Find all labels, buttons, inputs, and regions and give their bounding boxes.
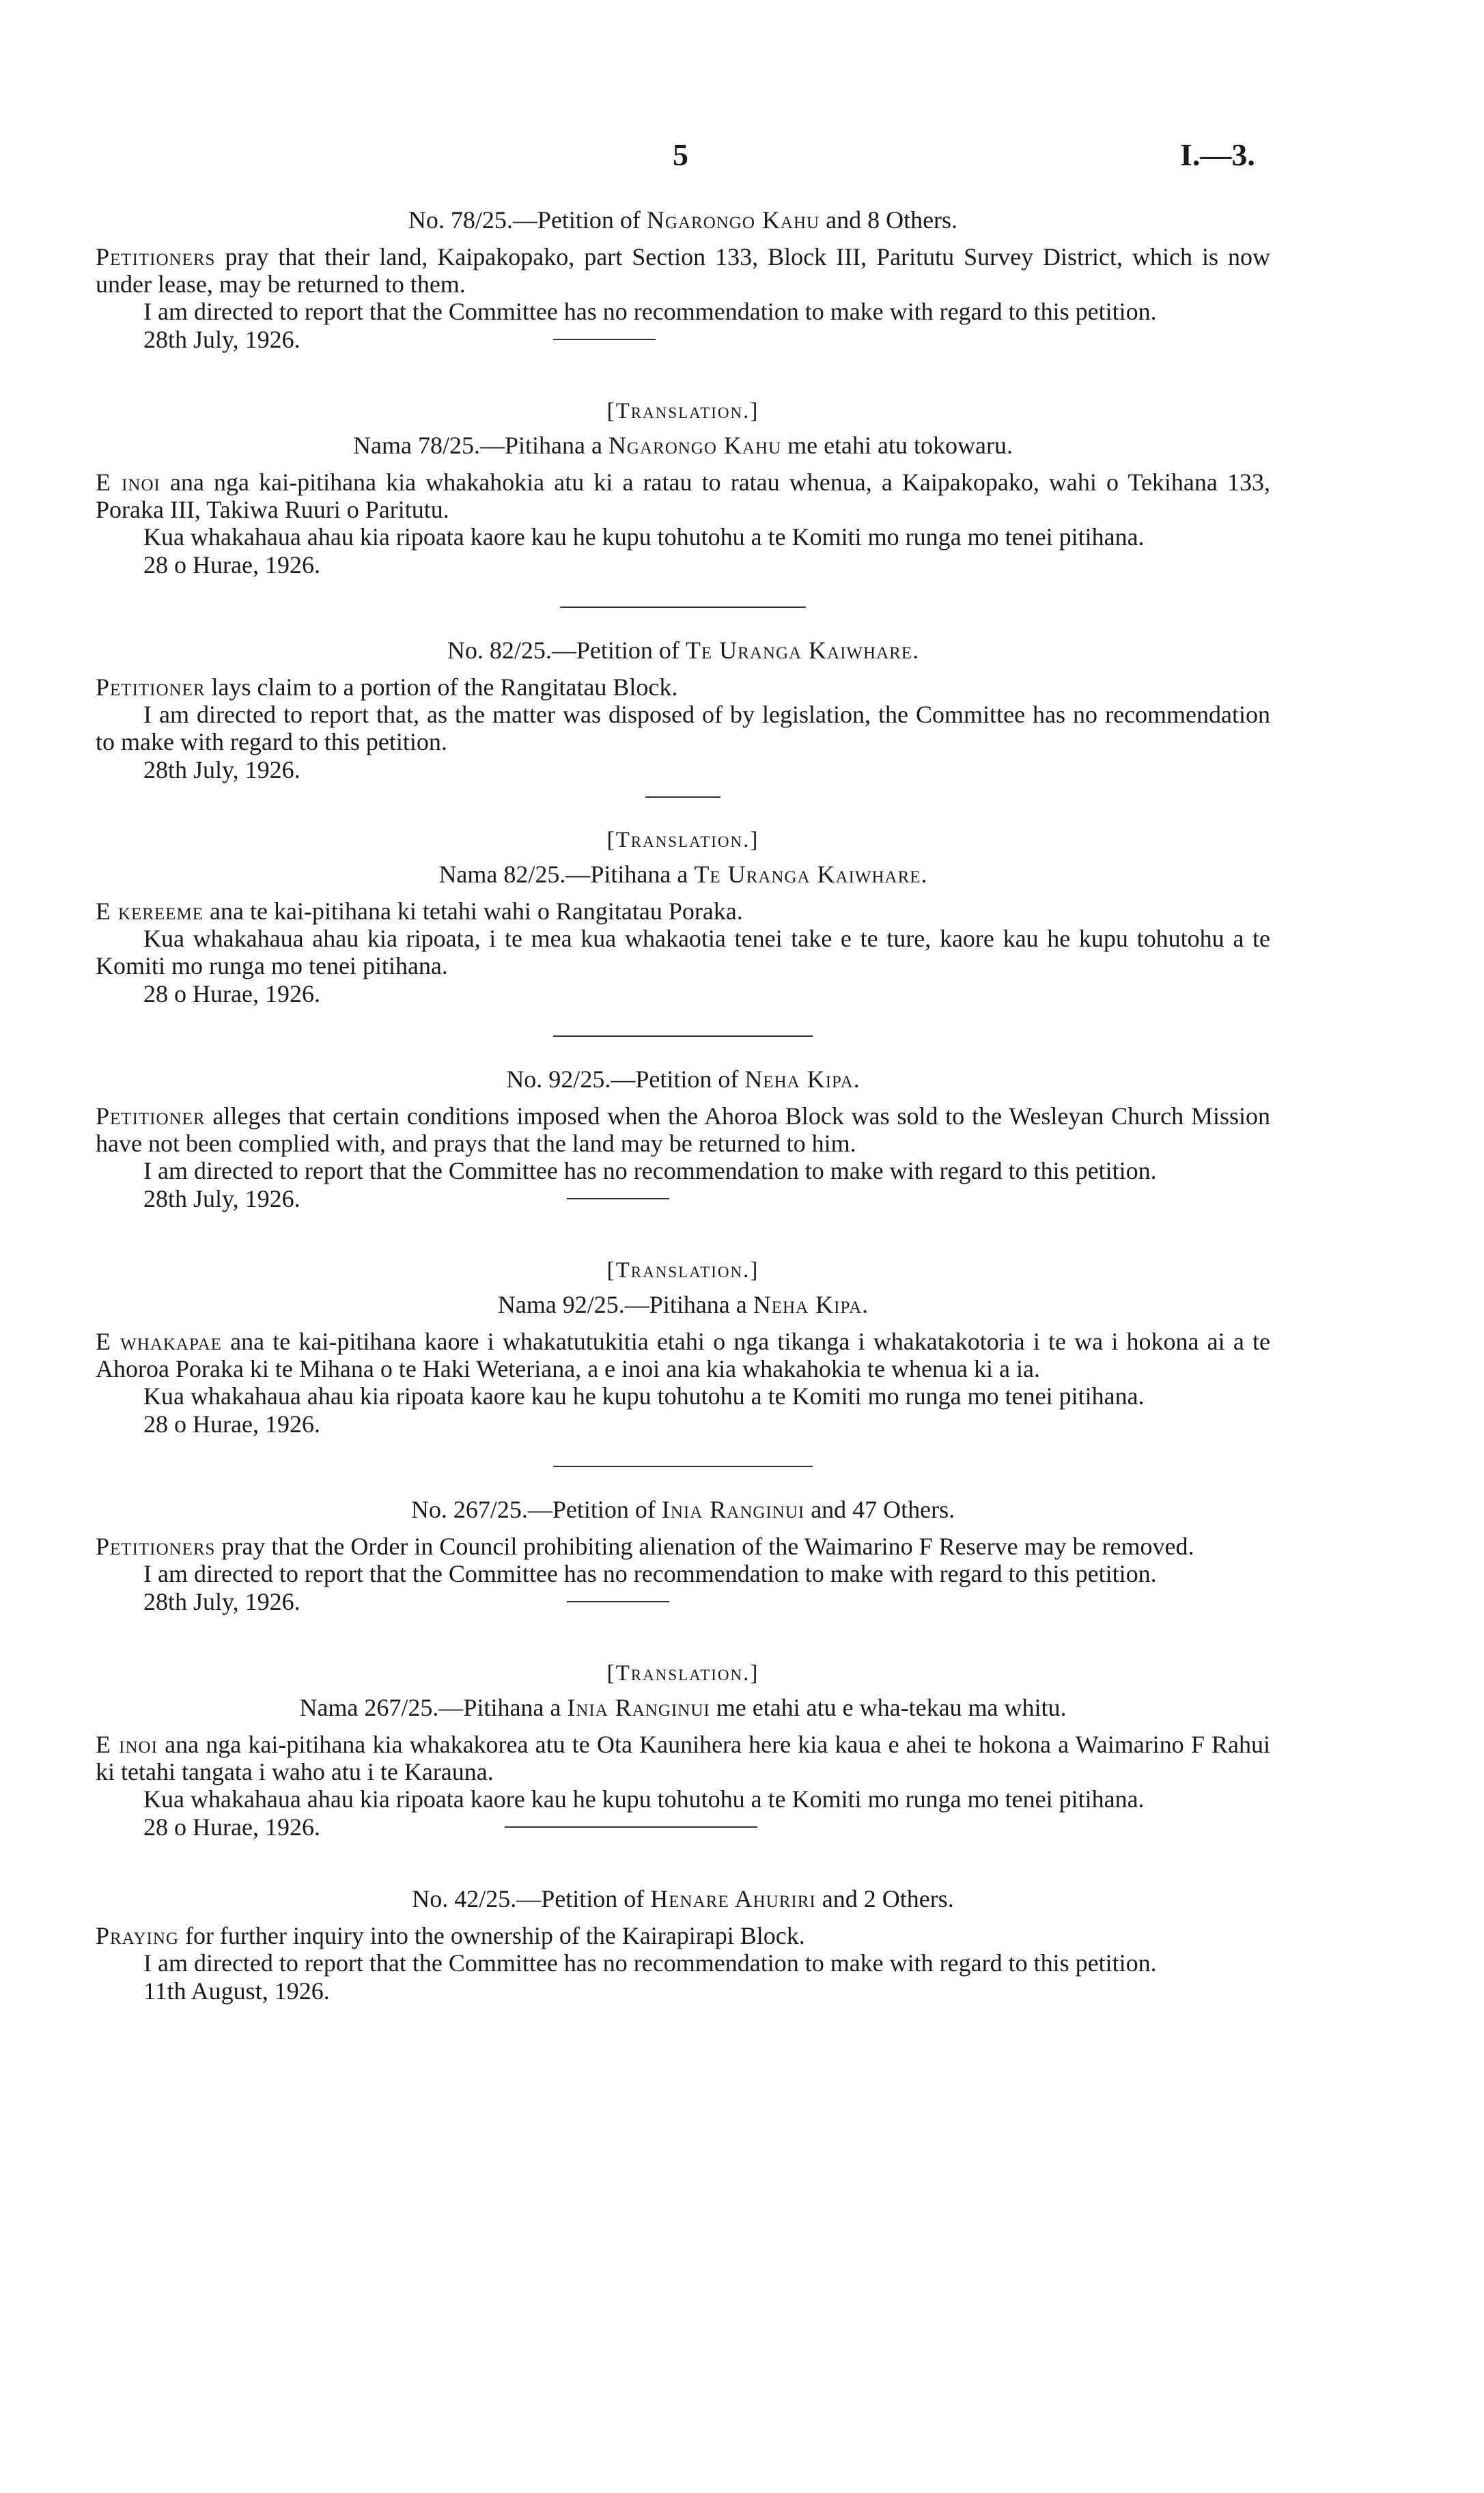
petition-title: No. 92/25.—Petition of Neha Kipa.: [506, 1066, 860, 1093]
committee-report: Kua whakahaua ahau kia ripoata kaore kau he kupu tohutohu a te Komiti mo runga mo tenei pitihana.: [143, 1785, 1145, 1813]
petition-title: Nama 267/25.—Pitihana a Inia Ranginui me etahi atu e wha-tekau ma whitu.: [299, 1694, 1067, 1721]
translation-section: [96, 1658, 1270, 1841]
date-row: [96, 1587, 1270, 1616]
petition-summary: Petitioner alleges that certain conditions imposed when the Ahoroa Block was sold to the Wesleyan Church Mission have not been complied with, and prays that the land may be returned to him.: [96, 1102, 1270, 1157]
report-date: 28th July, 1926.: [143, 1588, 300, 1615]
page-header: [0, 137, 1484, 178]
report-date: 28 o Hurae, 1926.: [143, 980, 320, 1007]
petition-title: No. 82/25.—Petition of Te Uranga Kaiwhare.: [447, 637, 919, 664]
petition-summary: Petitioners pray that their land, Kaipakopako, part Section 133, Block III, Paritutu Survey District, which is now under lease, may be returned to them.: [96, 243, 1270, 298]
petitioner-name: Neha Kipa: [744, 1066, 854, 1093]
date-row: [96, 1410, 1270, 1438]
translation-label: [Translation.]: [606, 828, 759, 852]
section-divider: [553, 1035, 813, 1037]
short-rule: [645, 796, 720, 798]
petition-title: Nama 92/25.—Pitihana a Neha Kipa.: [497, 1291, 869, 1318]
date-row: [96, 1813, 1270, 1841]
translation-section: [96, 825, 1270, 1008]
section-divider: [553, 1466, 813, 1467]
translation-label: [Translation.]: [606, 1258, 759, 1283]
short-rule: [553, 339, 656, 340]
date-row: [96, 325, 1270, 354]
petitioner-name: Ngarongo Kahu: [608, 432, 782, 459]
date-row: [96, 1977, 1270, 2005]
report-date: 28th July, 1926.: [143, 326, 300, 353]
petition-section: [96, 205, 1270, 354]
section-divider: [560, 607, 806, 608]
date-row: [96, 979, 1270, 1008]
petition-summary: E inoi ana nga kai-pitihana kia whakakorea atu te Ota Kaunihera here kia kaua e ahei te hokona a Waimarino F Rahui ki tetahi tangata i waho atu i te Karauna.: [96, 1731, 1271, 1785]
short-rule: [567, 1198, 669, 1199]
petition-section: [96, 635, 1270, 784]
petitioner-name: Henare Ahuriri: [650, 1885, 816, 1912]
petitioner-name: Inia Ranginui: [661, 1496, 805, 1523]
report-date: 28 o Hurae, 1926.: [143, 1813, 320, 1841]
committee-report: I am directed to report that the Committee has no recommendation to make with regard to this petition.: [143, 1157, 1157, 1184]
petition-summary: Petitioner lays claim to a portion of the Rangitatau Block.: [96, 673, 678, 701]
translation-label: [Translation.]: [606, 1661, 759, 1686]
date-row: [96, 1184, 1270, 1213]
committee-report: I am directed to report that the Committee has no recommendation to make with regard to this petition.: [143, 1560, 1157, 1587]
report-date: 28 o Hurae, 1926.: [143, 1410, 320, 1438]
petition-summary: E whakapae ana te kai-pitihana kaore i whakatutukitia etahi o nga tikanga i whakatakotoria i te wa i hokona ai a te Ahoroa Poraka ki te Mihana o te Haki Weteriana, a e inoi ana kia whakahokia te whenua ki a ia.: [96, 1328, 1270, 1382]
translation-section: [96, 1255, 1270, 1438]
petition-section: [96, 1064, 1270, 1213]
petition-title: Nama 82/25.—Pitihana a Te Uranga Kaiwhare.: [438, 861, 927, 888]
page-number: 5: [673, 137, 688, 172]
translation-label: [Translation.]: [606, 399, 759, 423]
petition-section: [96, 1884, 1270, 2005]
petition-summary: Petitioners pray that the Order in Council prohibiting alienation of the Waimarino F Reserve may be removed.: [96, 1533, 1194, 1560]
document-body: [96, 205, 1270, 2005]
committee-report: Kua whakahaua ahau kia ripoata, i te mea kua whakaotia tenei take e te ture, kaore kau he kupu tohutohu a te Komiti mo runga mo tenei pitihana.: [96, 925, 1270, 979]
date-row: [96, 755, 1270, 784]
section-divider: [505, 1826, 757, 1828]
date-row: [96, 551, 1270, 579]
petitioner-name: Inia Ranginui: [567, 1694, 710, 1721]
petition-title: No. 42/25.—Petition of Henare Ahuriri and 2 Others.: [412, 1885, 954, 1912]
committee-report: Kua whakahaua ahau kia ripoata kaore kau he kupu tohutohu a te Komiti mo runga mo tenei pitihana.: [143, 523, 1145, 551]
translation-section: [96, 396, 1270, 579]
report-date: 28 o Hurae, 1926.: [143, 551, 320, 579]
petition-title: No. 267/25.—Petition of Inia Ranginui and 47 Others.: [410, 1496, 955, 1523]
document-reference: I.—3.: [1180, 137, 1255, 172]
committee-report: I am directed to report that, as the matter was disposed of by legislation, the Committee has no recommendation to make with regard to this petition.: [96, 701, 1270, 755]
petitioner-name: Te Uranga Kaiwhare: [694, 861, 921, 888]
petitioner-name: Te Uranga Kaiwhare: [685, 637, 913, 664]
petitioner-name: Neha Kipa: [753, 1291, 863, 1318]
report-date: 28th July, 1926.: [143, 1185, 300, 1212]
committee-report: I am directed to report that the Committee has no recommendation to make with regard to this petition.: [143, 1949, 1157, 1977]
petition-summary: E inoi ana nga kai-pitihana kia whakahokia atu ki a ratau to ratau whenua, a Kaipakopako, wahi o Tekihana 133, Poraka III, Takiwa Ruuri o Paritutu.: [96, 469, 1270, 523]
report-date: 11th August, 1926.: [143, 1977, 330, 2005]
petitioner-name: Ngarongo Kahu: [646, 206, 820, 234]
report-date: 28th July, 1926.: [143, 756, 300, 783]
petition-summary: E kereeme ana te kai-pitihana ki tetahi wahi o Rangitatau Poraka.: [96, 897, 743, 925]
petition-summary: Praying for further inquiry into the ownership of the Kairapirapi Block.: [96, 1922, 805, 1949]
petition-title: No. 78/25.—Petition of Ngarongo Kahu and 8 Others.: [408, 206, 958, 234]
committee-report: Kua whakahaua ahau kia ripoata kaore kau he kupu tohutohu a te Komiti mo runga mo tenei pitihana.: [143, 1382, 1145, 1410]
committee-report: I am directed to report that the Committee has no recommendation to make with regard to this petition.: [143, 298, 1157, 325]
short-rule: [567, 1601, 669, 1602]
petition-section: [96, 1494, 1270, 1616]
petition-title: Nama 78/25.—Pitihana a Ngarongo Kahu me etahi atu tokowaru.: [353, 432, 1013, 459]
